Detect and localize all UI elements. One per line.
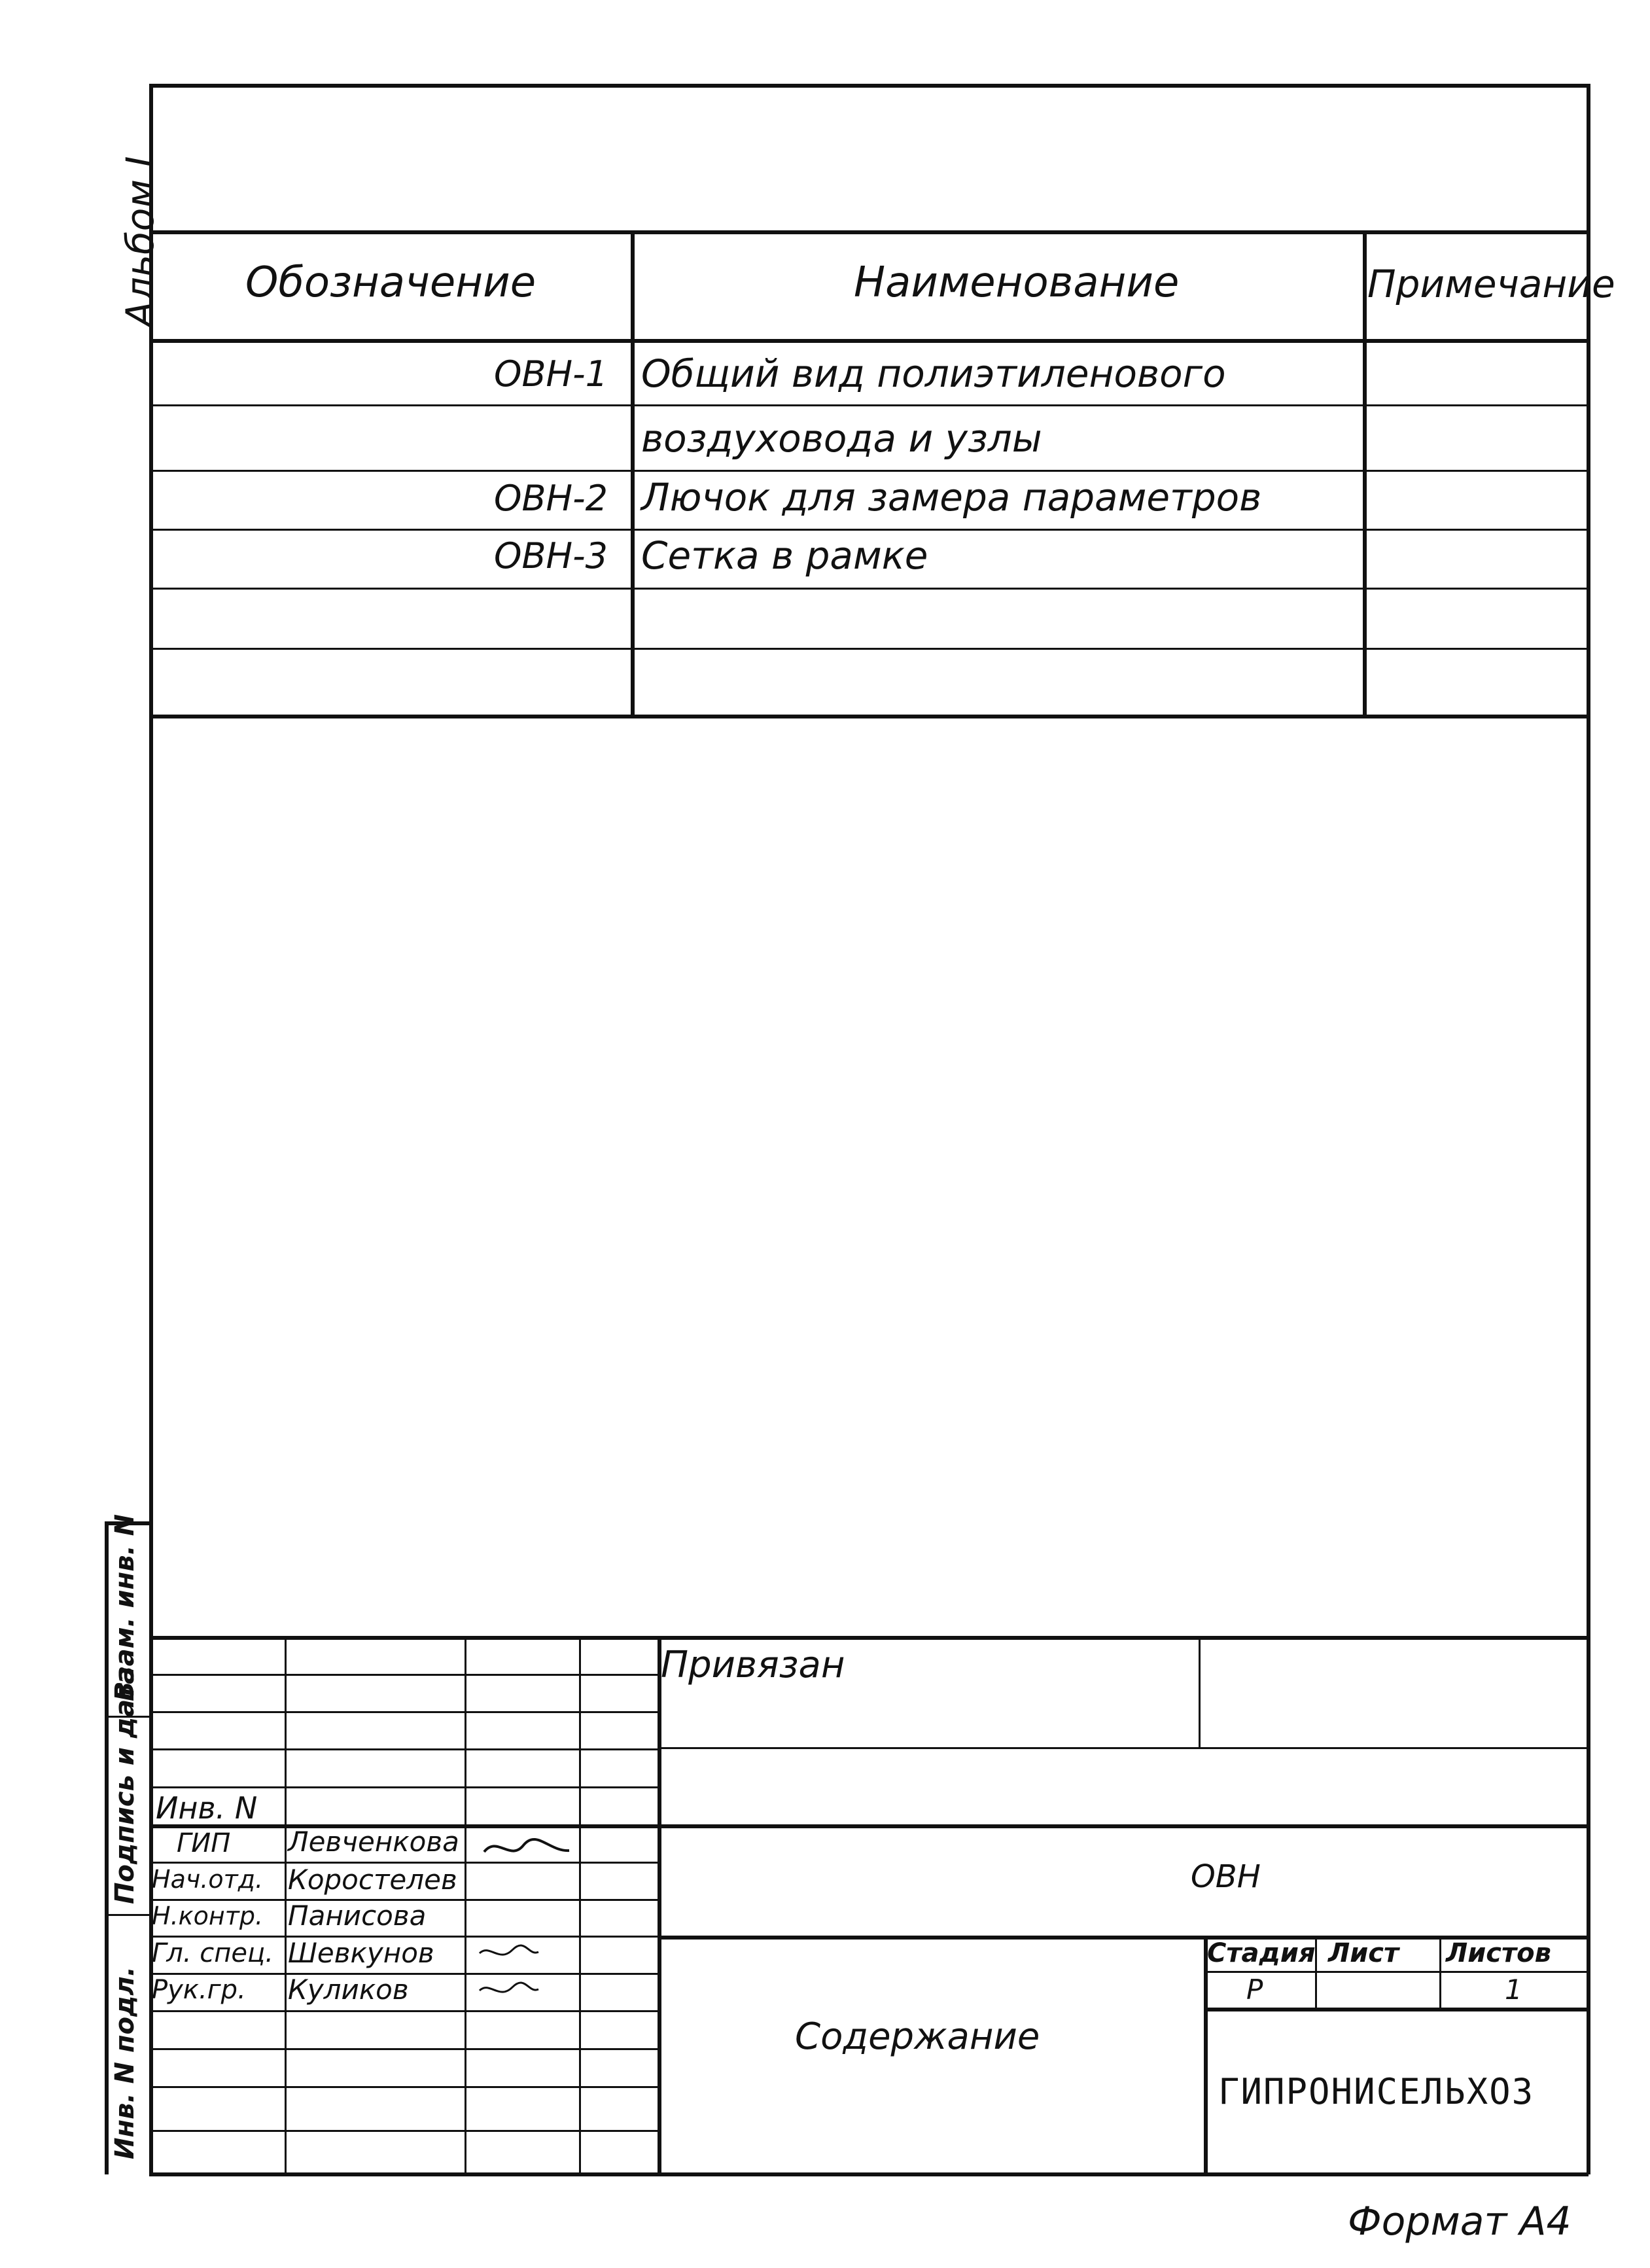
row-line-1 [149, 404, 1589, 406]
sheets-label: Листов [1446, 1938, 1551, 1968]
stage-label: Стадия [1207, 1938, 1316, 1968]
tb-l-line [149, 2130, 658, 2132]
header-designation: Обозначение [245, 258, 536, 307]
stage-value: Р [1246, 1974, 1263, 2006]
row-name: воздуховода и узлы [641, 416, 1042, 461]
header-bottom-line [149, 339, 1589, 343]
signature [476, 1977, 542, 2004]
drawing-code: ОВН [1191, 1858, 1261, 1895]
row-name: Лючок для замера параметров [641, 475, 1262, 520]
frame-right [1587, 84, 1590, 2174]
header-note: Примечание [1367, 262, 1615, 306]
row-line-4 [149, 588, 1589, 590]
tb-l-line [149, 1786, 658, 1788]
side-label-vzam: Взам. инв. N [110, 1514, 140, 1701]
tb-r-line [658, 1824, 1589, 1828]
tb-l-line [149, 1748, 658, 1750]
role-label: Гл. спец. [152, 1938, 273, 1968]
row-code: ОВН-3 [494, 535, 608, 576]
tb-l-line [149, 2048, 658, 2050]
role-label: Нач.отд. [152, 1865, 264, 1894]
person-name: Панисова [288, 1900, 427, 1932]
person-name: Шевкунов [288, 1937, 434, 1969]
tb-col-2 [465, 1636, 466, 2174]
format-label: Формат А4 [1348, 2199, 1571, 2244]
side-label-inv-podl: Инв. N подл. [110, 1966, 140, 2159]
tb-l-line [149, 2010, 658, 2012]
row-line-3 [149, 529, 1589, 531]
inv-label: Инв. N [156, 1790, 258, 1826]
col-divider-2 [1363, 230, 1367, 717]
col-divider-1 [631, 230, 635, 717]
signature [476, 1940, 542, 1966]
frame-top [149, 84, 1589, 88]
role-label: Рук.гр. [152, 1975, 246, 2005]
row-name: Общий вид полиэтиленового [641, 351, 1226, 396]
drawing-title: Содержание [795, 2015, 1040, 2058]
role-label: ГИП [177, 1828, 231, 1858]
person-name: Куликов [288, 1974, 409, 2006]
strip-line-2 [105, 1914, 150, 1916]
header-name: Наименование [854, 258, 1180, 307]
person-name: Коростелев [288, 1864, 457, 1896]
tb-r-line [658, 1747, 1589, 1749]
row-line-5 [149, 648, 1589, 650]
header-top-line [149, 230, 1589, 234]
stage-line-1 [1204, 1971, 1589, 1973]
sheet-label: Лист [1328, 1938, 1399, 1968]
tb-col-1 [285, 1636, 287, 2174]
strip-left [105, 1521, 109, 2174]
frame-bottom [149, 2172, 1589, 2176]
table-bottom-line [149, 715, 1589, 718]
row-line-2 [149, 470, 1589, 472]
row-code: ОВН-2 [494, 478, 608, 519]
side-label-podpis: Подпись и дата [110, 1666, 140, 1904]
tb-col-3 [579, 1636, 581, 2174]
stage-line-2 [1204, 2008, 1589, 2011]
role-label: Н.контр. [152, 1902, 264, 1930]
frame-left [149, 84, 153, 2174]
privyazan-label: Привязан [661, 1644, 845, 1686]
tb-l-line [149, 1674, 658, 1676]
organization: ГИПРОНИСЕЛЬХОЗ [1218, 2071, 1535, 2112]
row-code: ОВН-1 [494, 353, 608, 395]
row-name: Сетка в рамке [641, 533, 928, 578]
tb-l-line [149, 2086, 658, 2088]
tb-l-line [149, 1711, 658, 1713]
tb-top [149, 1636, 1589, 1640]
tb-left-divider [658, 1636, 661, 2174]
signature [478, 1832, 576, 1865]
sheets-value: 1 [1505, 1974, 1522, 2006]
album-label: Альбом I [118, 156, 162, 327]
tb-r-divider [1199, 1636, 1201, 1748]
person-name: Левченкова [288, 1826, 459, 1858]
